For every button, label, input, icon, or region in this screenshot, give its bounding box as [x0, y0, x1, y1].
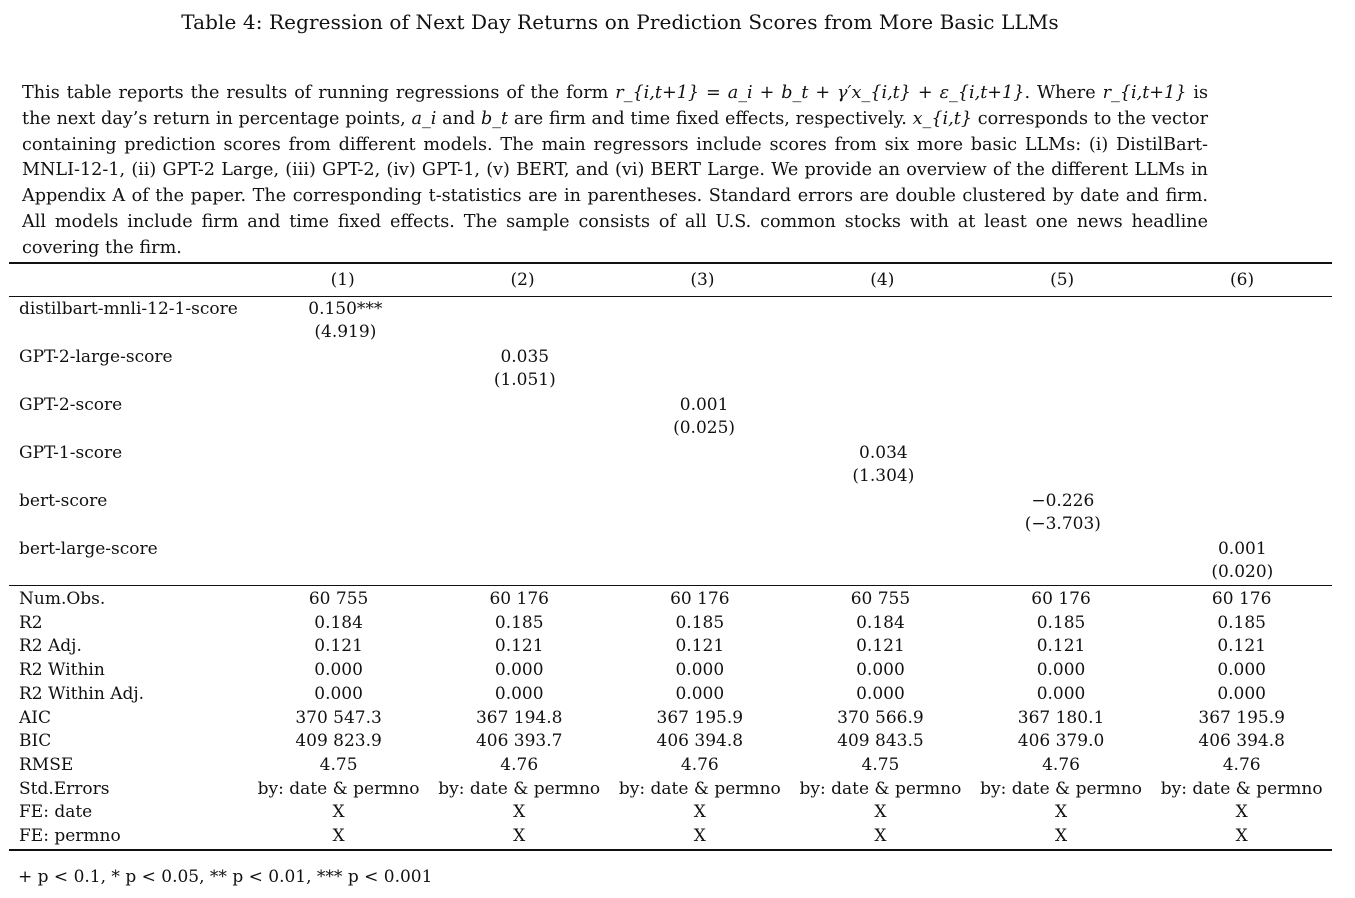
- tstat-row: [9, 465, 1332, 489]
- stat-label: R2 Within Adj.: [19, 683, 145, 704]
- empty-cell: [794, 561, 973, 585]
- stat-value: X: [1054, 802, 1068, 823]
- stat-value: 0.121: [1217, 636, 1266, 657]
- description-text: and: [436, 108, 481, 129]
- empty-cell: [1153, 321, 1332, 345]
- stat-value: 0.000: [675, 683, 725, 704]
- stat-row: [9, 707, 1332, 731]
- stat-row: [9, 635, 1332, 659]
- bottom-rule: [9, 849, 1332, 851]
- stat-value: 370 547.3: [295, 707, 382, 728]
- stat-value: 0.121: [1036, 636, 1086, 657]
- empty-cell: [256, 393, 436, 417]
- empty-cell: [614, 321, 793, 345]
- coefficient-row: [9, 393, 1332, 417]
- tstat-row: [9, 321, 1332, 345]
- stat-value: 0.185: [1036, 612, 1086, 633]
- empty-cell: [1153, 513, 1332, 537]
- empty-cell: [794, 321, 973, 345]
- empty-cell: [1153, 441, 1332, 465]
- column-header: (3): [690, 270, 715, 290]
- regressor-vector-variable: x_{i,t}: [912, 108, 973, 129]
- empty-cell: [794, 345, 973, 369]
- stat-value: 4.76: [1042, 754, 1080, 775]
- stat-value: 0.000: [1217, 683, 1266, 704]
- row-label: GPT-1-score: [19, 443, 123, 463]
- regression-formula: r_{i,t+1} = a_i + b_t + γ′x_{i,t} + ε_{i,t+1}: [615, 83, 1025, 103]
- row-label: GPT-2-score: [19, 395, 123, 415]
- stat-value: by: date & permno: [980, 778, 1142, 799]
- stat-label: Std.Errors: [19, 778, 110, 799]
- stat-row: [9, 801, 1332, 825]
- stat-value: 4.75: [319, 754, 358, 775]
- stat-value: by: date & permno: [438, 778, 601, 799]
- tstat-cell: (1.051): [493, 370, 556, 390]
- coefficient-cell: 0.034: [859, 443, 908, 463]
- coefficient-cell: 0.150***: [308, 299, 383, 319]
- description-text: . Where: [1024, 83, 1103, 103]
- stat-value: X: [1235, 802, 1248, 823]
- row-label-blank: [9, 465, 256, 489]
- stat-value: X: [513, 802, 526, 823]
- stat-value: by: date & permno: [257, 778, 420, 799]
- empty-cell: [973, 369, 1153, 393]
- empty-cell: [794, 369, 973, 393]
- header-blank: [9, 264, 253, 296]
- stat-value: X: [1054, 826, 1068, 847]
- stat-value: 0.000: [1036, 660, 1086, 681]
- regression-table: [9, 262, 1332, 851]
- stat-row: [9, 778, 1332, 802]
- firm-fe-variable: a_i: [411, 108, 437, 129]
- empty-cell: [973, 321, 1153, 345]
- coefficient-cell: 0.001: [679, 395, 729, 415]
- stat-value: X: [874, 802, 887, 823]
- return-variable: r_{i,t+1}: [1102, 83, 1187, 103]
- stat-label: AIC: [19, 707, 51, 728]
- stat-value: 0.000: [675, 660, 725, 681]
- coefficient-row: [9, 441, 1332, 465]
- coefficient-row: [9, 297, 1332, 321]
- empty-cell: [794, 297, 973, 321]
- statistics-section: [9, 586, 1332, 849]
- stat-value: 406 393.7: [475, 731, 563, 752]
- empty-cell: [614, 441, 793, 465]
- stat-value: 60 755: [308, 589, 369, 609]
- empty-cell: [973, 345, 1153, 369]
- stat-value: 0.000: [314, 683, 363, 704]
- stat-label: BIC: [19, 731, 52, 752]
- coefficient-row: [9, 489, 1332, 513]
- stat-label: R2 Within: [19, 660, 105, 681]
- empty-cell: [1153, 345, 1332, 369]
- row-label-blank: [9, 513, 256, 537]
- stat-value: 0.000: [314, 660, 363, 681]
- empty-cell: [256, 417, 436, 441]
- header-row: [9, 264, 1332, 296]
- stat-label: RMSE: [19, 754, 74, 775]
- stat-label: FE: permno: [19, 826, 121, 847]
- empty-cell: [1153, 369, 1332, 393]
- empty-cell: [256, 513, 436, 537]
- description-text: corresponds to the vector containing prediction scores from different models. The main regressors include scores from six more basic LLMs: (i) DistilBart-MNLI-12-1, (ii) GPT-2 Large, (iii) GPT-2, (iv) GPT-1, (v) BERT, and (vi) BERT Large. We provide an overview of the different LLMs in Appendix A of the paper. The corresponding t-statistics are in parentheses. Standard errors are double clustered by date and firm. All models include firm and time fixed effects. The sample consists of all U.S. common stocks with at least one news headline covering the firm.: [22, 108, 1208, 258]
- empty-cell: [973, 417, 1153, 441]
- stat-label: R2 Adj.: [19, 636, 82, 657]
- stat-row: [9, 730, 1332, 754]
- stat-value: by: date & permno: [618, 778, 781, 799]
- row-label-blank: [9, 321, 256, 345]
- stat-row: [9, 683, 1332, 707]
- tstat-cell: (0.020): [1211, 562, 1274, 582]
- stat-row: [9, 754, 1332, 778]
- stat-value: 60 176: [670, 589, 730, 609]
- empty-cell: [794, 489, 973, 513]
- stat-value: 0.121: [314, 636, 363, 657]
- stat-value: 60 176: [1031, 589, 1091, 609]
- stat-value: 60 176: [489, 589, 549, 609]
- empty-cell: [435, 297, 614, 321]
- empty-cell: [256, 561, 436, 585]
- empty-cell: [973, 441, 1153, 465]
- empty-cell: [435, 393, 614, 417]
- stat-value: 367 195.9: [1198, 707, 1285, 728]
- stat-value: 0.000: [494, 660, 544, 681]
- empty-cell: [256, 345, 436, 369]
- stat-value: by: date & permno: [799, 778, 962, 799]
- column-header: (6): [1230, 270, 1255, 290]
- stat-value: 367 195.9: [656, 707, 744, 728]
- row-label: bert-large-score: [19, 539, 158, 559]
- stat-row: [9, 612, 1332, 636]
- coefficient-cell: 0.035: [500, 347, 550, 367]
- stat-value: 406 394.8: [1198, 731, 1285, 752]
- row-label: GPT-2-large-score: [19, 347, 173, 367]
- description-text: are firm and time fixed effects, respectively.: [508, 108, 913, 129]
- tstat-row: [9, 561, 1332, 585]
- stat-value: X: [513, 826, 526, 847]
- stat-value: 0.184: [856, 612, 905, 633]
- empty-cell: [256, 369, 436, 393]
- stat-label: R2: [19, 612, 43, 633]
- stat-value: 0.185: [494, 612, 544, 633]
- empty-cell: [614, 561, 793, 585]
- stat-value: X: [693, 826, 706, 847]
- empty-cell: [1153, 465, 1332, 489]
- empty-cell: [435, 489, 614, 513]
- stat-value: 0.000: [856, 683, 905, 704]
- stat-value: 406 379.0: [1017, 731, 1105, 752]
- stat-value: 0.000: [856, 660, 905, 681]
- stat-value: 4.76: [500, 754, 539, 775]
- empty-cell: [435, 441, 614, 465]
- stat-value: 4.75: [861, 754, 900, 775]
- stat-value: 4.76: [680, 754, 719, 775]
- stat-value: 0.185: [1217, 612, 1266, 633]
- stat-value: X: [693, 802, 706, 823]
- column-header: (5): [1050, 270, 1075, 290]
- empty-cell: [614, 297, 793, 321]
- significance-note: + p < 0.1, * p < 0.05, ** p < 0.01, *** p < 0.001: [18, 867, 433, 887]
- stat-value: X: [874, 826, 887, 847]
- stat-value: X: [332, 802, 345, 823]
- empty-cell: [1153, 417, 1332, 441]
- coefficient-section: [9, 297, 1332, 585]
- coefficient-row: [9, 345, 1332, 369]
- row-label-blank: [9, 369, 256, 393]
- stat-value: 60 755: [850, 589, 911, 609]
- empty-cell: [973, 297, 1153, 321]
- empty-cell: [973, 561, 1153, 585]
- row-label: distilbart-mnli-12-1-score: [19, 299, 238, 319]
- stat-row: [9, 586, 1332, 612]
- empty-cell: [256, 489, 436, 513]
- tstat-cell: (1.304): [852, 466, 915, 486]
- tstat-cell: (0.025): [673, 418, 736, 438]
- stat-value: 0.000: [494, 683, 544, 704]
- tstat-row: [9, 513, 1332, 537]
- stat-value: 367 180.1: [1017, 707, 1105, 728]
- empty-cell: [435, 513, 614, 537]
- empty-cell: [435, 417, 614, 441]
- stat-row: [9, 825, 1332, 849]
- empty-cell: [256, 465, 436, 489]
- table-description: [22, 81, 1208, 262]
- stat-value: 0.184: [314, 612, 363, 633]
- stat-value: 409 843.5: [837, 731, 924, 752]
- stat-value: 0.121: [856, 636, 905, 657]
- column-header: (1): [330, 270, 355, 290]
- stat-label: Num.Obs.: [19, 589, 106, 609]
- coefficient-cell: −0.226: [1031, 491, 1095, 511]
- stat-value: 0.185: [675, 612, 725, 633]
- empty-cell: [614, 513, 793, 537]
- stat-value: 367 194.8: [475, 707, 563, 728]
- stat-value: 4.76: [1222, 754, 1261, 775]
- stat-label: FE: date: [19, 802, 93, 823]
- empty-cell: [435, 321, 614, 345]
- empty-cell: [973, 393, 1153, 417]
- empty-cell: [435, 561, 614, 585]
- empty-cell: [1153, 393, 1332, 417]
- coefficient-cell: 0.001: [1217, 539, 1267, 559]
- stat-value: 0.121: [675, 636, 725, 657]
- description-text: This table reports the results of running regressions of the form: [22, 83, 616, 103]
- empty-cell: [973, 537, 1153, 561]
- table-caption: Table 4: Regression of Next Day Returns on Prediction Scores from More Basic LLMs: [181, 10, 1059, 34]
- empty-cell: [794, 537, 973, 561]
- description-text: is the next day’s return in percentage points,: [22, 83, 1209, 129]
- empty-cell: [1153, 489, 1332, 513]
- column-header: (2): [510, 270, 535, 290]
- stat-row: [9, 659, 1332, 683]
- coefficient-row: [9, 537, 1332, 561]
- stat-value: 406 394.8: [656, 731, 744, 752]
- row-label-blank: [9, 561, 256, 585]
- empty-cell: [614, 537, 793, 561]
- tstat-cell: (−3.703): [1024, 514, 1101, 534]
- stat-value: 0.121: [494, 636, 544, 657]
- stat-value: 60 176: [1211, 589, 1272, 609]
- empty-cell: [435, 537, 614, 561]
- empty-cell: [435, 465, 614, 489]
- tstat-cell: (4.919): [314, 322, 377, 342]
- empty-cell: [256, 537, 436, 561]
- empty-cell: [794, 417, 973, 441]
- row-label-blank: [9, 417, 256, 441]
- stat-value: X: [332, 826, 345, 847]
- time-fe-variable: b_t: [481, 108, 509, 129]
- empty-cell: [794, 513, 973, 537]
- stat-value: 0.000: [1217, 660, 1266, 681]
- tstat-row: [9, 369, 1332, 393]
- empty-cell: [614, 345, 793, 369]
- column-header: (4): [870, 270, 895, 290]
- stat-value: by: date & permno: [1160, 778, 1323, 799]
- empty-cell: [794, 393, 973, 417]
- tstat-row: [9, 417, 1332, 441]
- row-label: bert-score: [19, 491, 108, 511]
- empty-cell: [614, 369, 793, 393]
- empty-cell: [614, 489, 793, 513]
- stat-value: 370 566.9: [837, 707, 924, 728]
- empty-cell: [1153, 297, 1332, 321]
- stat-value: X: [1235, 826, 1248, 847]
- empty-cell: [973, 465, 1153, 489]
- stat-value: 0.000: [1036, 683, 1086, 704]
- stat-value: 409 823.9: [295, 731, 382, 752]
- empty-cell: [256, 441, 436, 465]
- empty-cell: [614, 465, 793, 489]
